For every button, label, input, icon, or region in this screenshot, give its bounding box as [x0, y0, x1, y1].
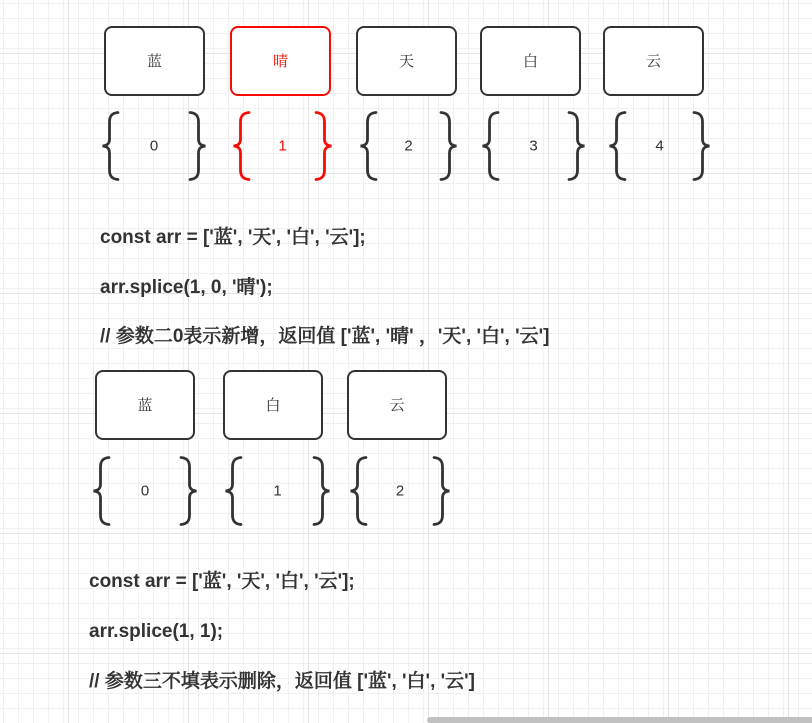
- index-brace-group[interactable]: [90, 455, 200, 527]
- index-value: 0: [140, 482, 150, 500]
- array-item-label: 云: [389, 396, 405, 414]
- array-item-box[interactable]: [480, 26, 581, 96]
- index-value: 3: [529, 137, 538, 155]
- array-item-box[interactable]: [603, 26, 704, 96]
- code-line[interactable]: const arr = ['蓝', '天', '白', '云'];: [100, 227, 366, 248]
- index-value: 2: [395, 482, 405, 500]
- index-brace-group[interactable]: [222, 455, 333, 527]
- array-item-label: 蓝: [146, 52, 162, 70]
- index-brace-group[interactable]: [479, 110, 588, 182]
- curly-brace-right-icon: [187, 110, 209, 182]
- horizontal-scrollbar-thumb[interactable]: [427, 717, 812, 723]
- curly-brace-right-icon: [178, 455, 200, 527]
- array-item-label: 天: [398, 52, 414, 70]
- array-item-label: 蓝: [137, 396, 153, 414]
- array-item-label: 云: [645, 52, 661, 70]
- curly-brace-right-icon: [691, 110, 713, 182]
- index-brace-group[interactable]: [606, 110, 713, 182]
- curly-brace-right-icon: [566, 110, 588, 182]
- index-brace-group[interactable]: [357, 110, 460, 182]
- code-line[interactable]: arr.splice(1, 1);: [89, 621, 224, 642]
- code-line[interactable]: // 参数三不填表示删除，返回值 ['蓝', '白', '云']: [89, 671, 475, 692]
- array-item-box[interactable]: [347, 370, 447, 440]
- index-value: 4: [655, 137, 664, 155]
- code-line[interactable]: arr.splice(1, 0, '晴');: [100, 277, 273, 298]
- array-item-label: 白: [522, 52, 538, 70]
- array-item-box[interactable]: [95, 370, 195, 440]
- index-brace-group[interactable]: [347, 455, 453, 527]
- index-value: 2: [404, 137, 413, 155]
- array-item-label: 白: [265, 396, 281, 414]
- curly-brace-right-icon: [438, 110, 460, 182]
- array-item-box[interactable]: [356, 26, 457, 96]
- index-value: 0: [149, 137, 159, 155]
- index-value: 1: [278, 137, 287, 155]
- index-brace-group[interactable]: [230, 110, 335, 182]
- array-item-box[interactable]: [104, 26, 205, 96]
- code-line[interactable]: // 参数二0表示新增，返回值 ['蓝', '晴' ，'天', '白', '云']: [100, 326, 550, 347]
- curly-brace-right-icon: [311, 455, 333, 527]
- index-value: 1: [273, 482, 282, 500]
- array-item-label: 晴: [272, 52, 288, 70]
- index-brace-group[interactable]: [99, 110, 209, 182]
- curly-brace-right-icon: [431, 455, 453, 527]
- array-item-box[interactable]: [223, 370, 323, 440]
- curly-brace-right-icon: [313, 110, 335, 182]
- code-line[interactable]: const arr = ['蓝', '天', '白', '云'];: [89, 571, 355, 592]
- array-item-box[interactable]: [230, 26, 331, 96]
